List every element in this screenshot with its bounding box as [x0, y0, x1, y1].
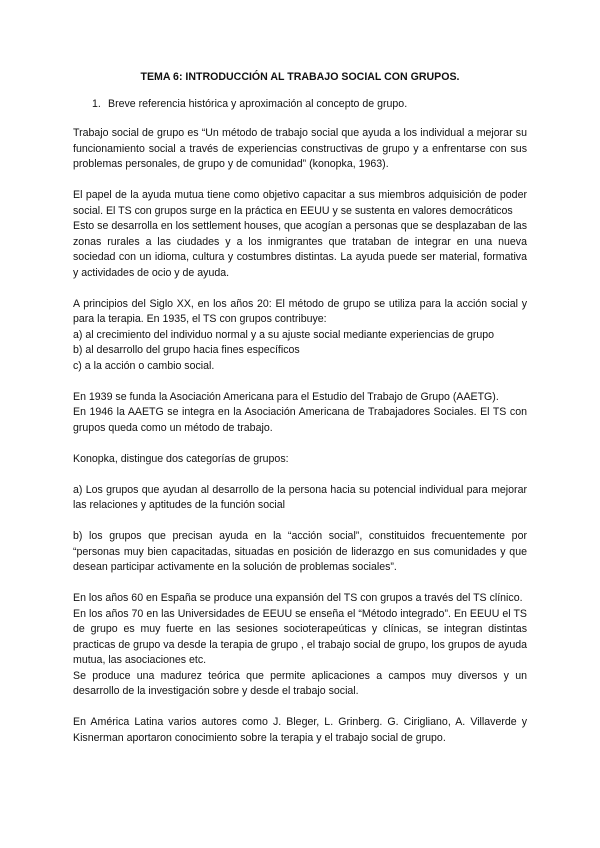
section-number: 1. [92, 97, 101, 110]
list-item-c: c) a la acción o cambio social. [73, 359, 215, 372]
paragraph-settlement-houses: Esto se desarrolla en los settlement houses, que acogían a personas que se desplazaban de las zonas rurales a las ciudades y a los inmigrantes que trataban de integrar en una nueva sociedad con un idioma, cultura y costumbres distintas. La ayuda puede ser material, formativa y actividades de ocio y de ayuda. [73, 220, 527, 279]
paragraph-1939: En 1939 se funda la Asociación Americana para el Estudio del Trabajo de Grupo (AAETG). [73, 390, 499, 403]
paragraph-anos-70: En los años 70 en las Universidades de EEUU se enseña el “Método integrado”. En EEUU el TS de grupo es muy fuerte en las sesiones socioterapeúticas y clínicas, se integran distintas practicas de grupo va desde la terapia de grupo , el trabajo social de grupo, los grupos de ayuda mutua, las asociaciones etc. [73, 607, 527, 666]
paragraph-group-category-b: b) los grupos que precisan ayuda en la “acción social”, constituidos frecuentemente por “personas muy bien capacitadas, situadas en posición de liderazgo en sus comunidades y que desean participar activamente en la solución de problemas sociales”. [73, 530, 527, 573]
paragraph-group-category-a: a) Los grupos que ayudan al desarrollo de la persona hacia su potencial individual para mejorar las relaciones y aptitudes de la función social [73, 483, 527, 511]
paragraph-mutual-aid: El papel de la ayuda mutua tiene como objetivo capacitar a sus miembros adquisición de poder social. El TS con grupos surge en la práctica en EEUU y se sustenta en valores democráticos [73, 189, 527, 217]
paragraph-1946: En 1946 la AAETG se integra en la Asociación Americana de Trabajadores Sociales. El TS con grupos queda como un método de trabajo. [73, 406, 527, 434]
paragraph-konopka: Konopka, distingue dos categorías de grupos: [73, 452, 289, 465]
section-heading-text: Breve referencia histórica y aproximación al concepto de grupo. [108, 97, 408, 110]
list-item-b: b) al desarrollo del grupo hacia fines específicos [73, 344, 300, 356]
paragraph-madurez: Se produce una madurez teórica que permite aplicaciones a campos muy diversos y un desarrollo de la investigación sobre y desde el trabajo social. [73, 669, 527, 697]
list-item-a: a) al crecimiento del individuo normal y a su ajuste social mediante experiencias de grupo [73, 328, 495, 341]
paragraph-anos-60: En los años 60 en España se produce una expansión del TS con grupos a través del TS clínico. [73, 592, 523, 604]
document-body [73, 70, 527, 746]
document-title: TEMA 6: INTRODUCCIÓN AL TRABAJO SOCIAL CON GRUPOS. [140, 71, 460, 83]
section-heading [92, 97, 527, 113]
paragraph-america-latina: En América Latina varios autores como J. Bleger, L. Grinberg. G. Cirigliano, A. Villaverde y Kisnerman aportaron conocimiento sobre la terapia y el trabajo social de grupo. [73, 716, 527, 744]
paragraph-siglo-xx: A principios del Siglo XX, en los años 20: El método de grupo se utiliza para la acción social y para la terapia. En 1935, el TS con grupos contribuye: [73, 297, 527, 325]
paragraph-definition: Trabajo social de grupo es “Un método de trabajo social que ayuda a los individual a mejorar su funcionamiento social a través de experiencias constructivas de grupo y a enfrentarse con sus problemas personales, de grupo y de comunidad” (konopka, 1963). [73, 127, 527, 170]
